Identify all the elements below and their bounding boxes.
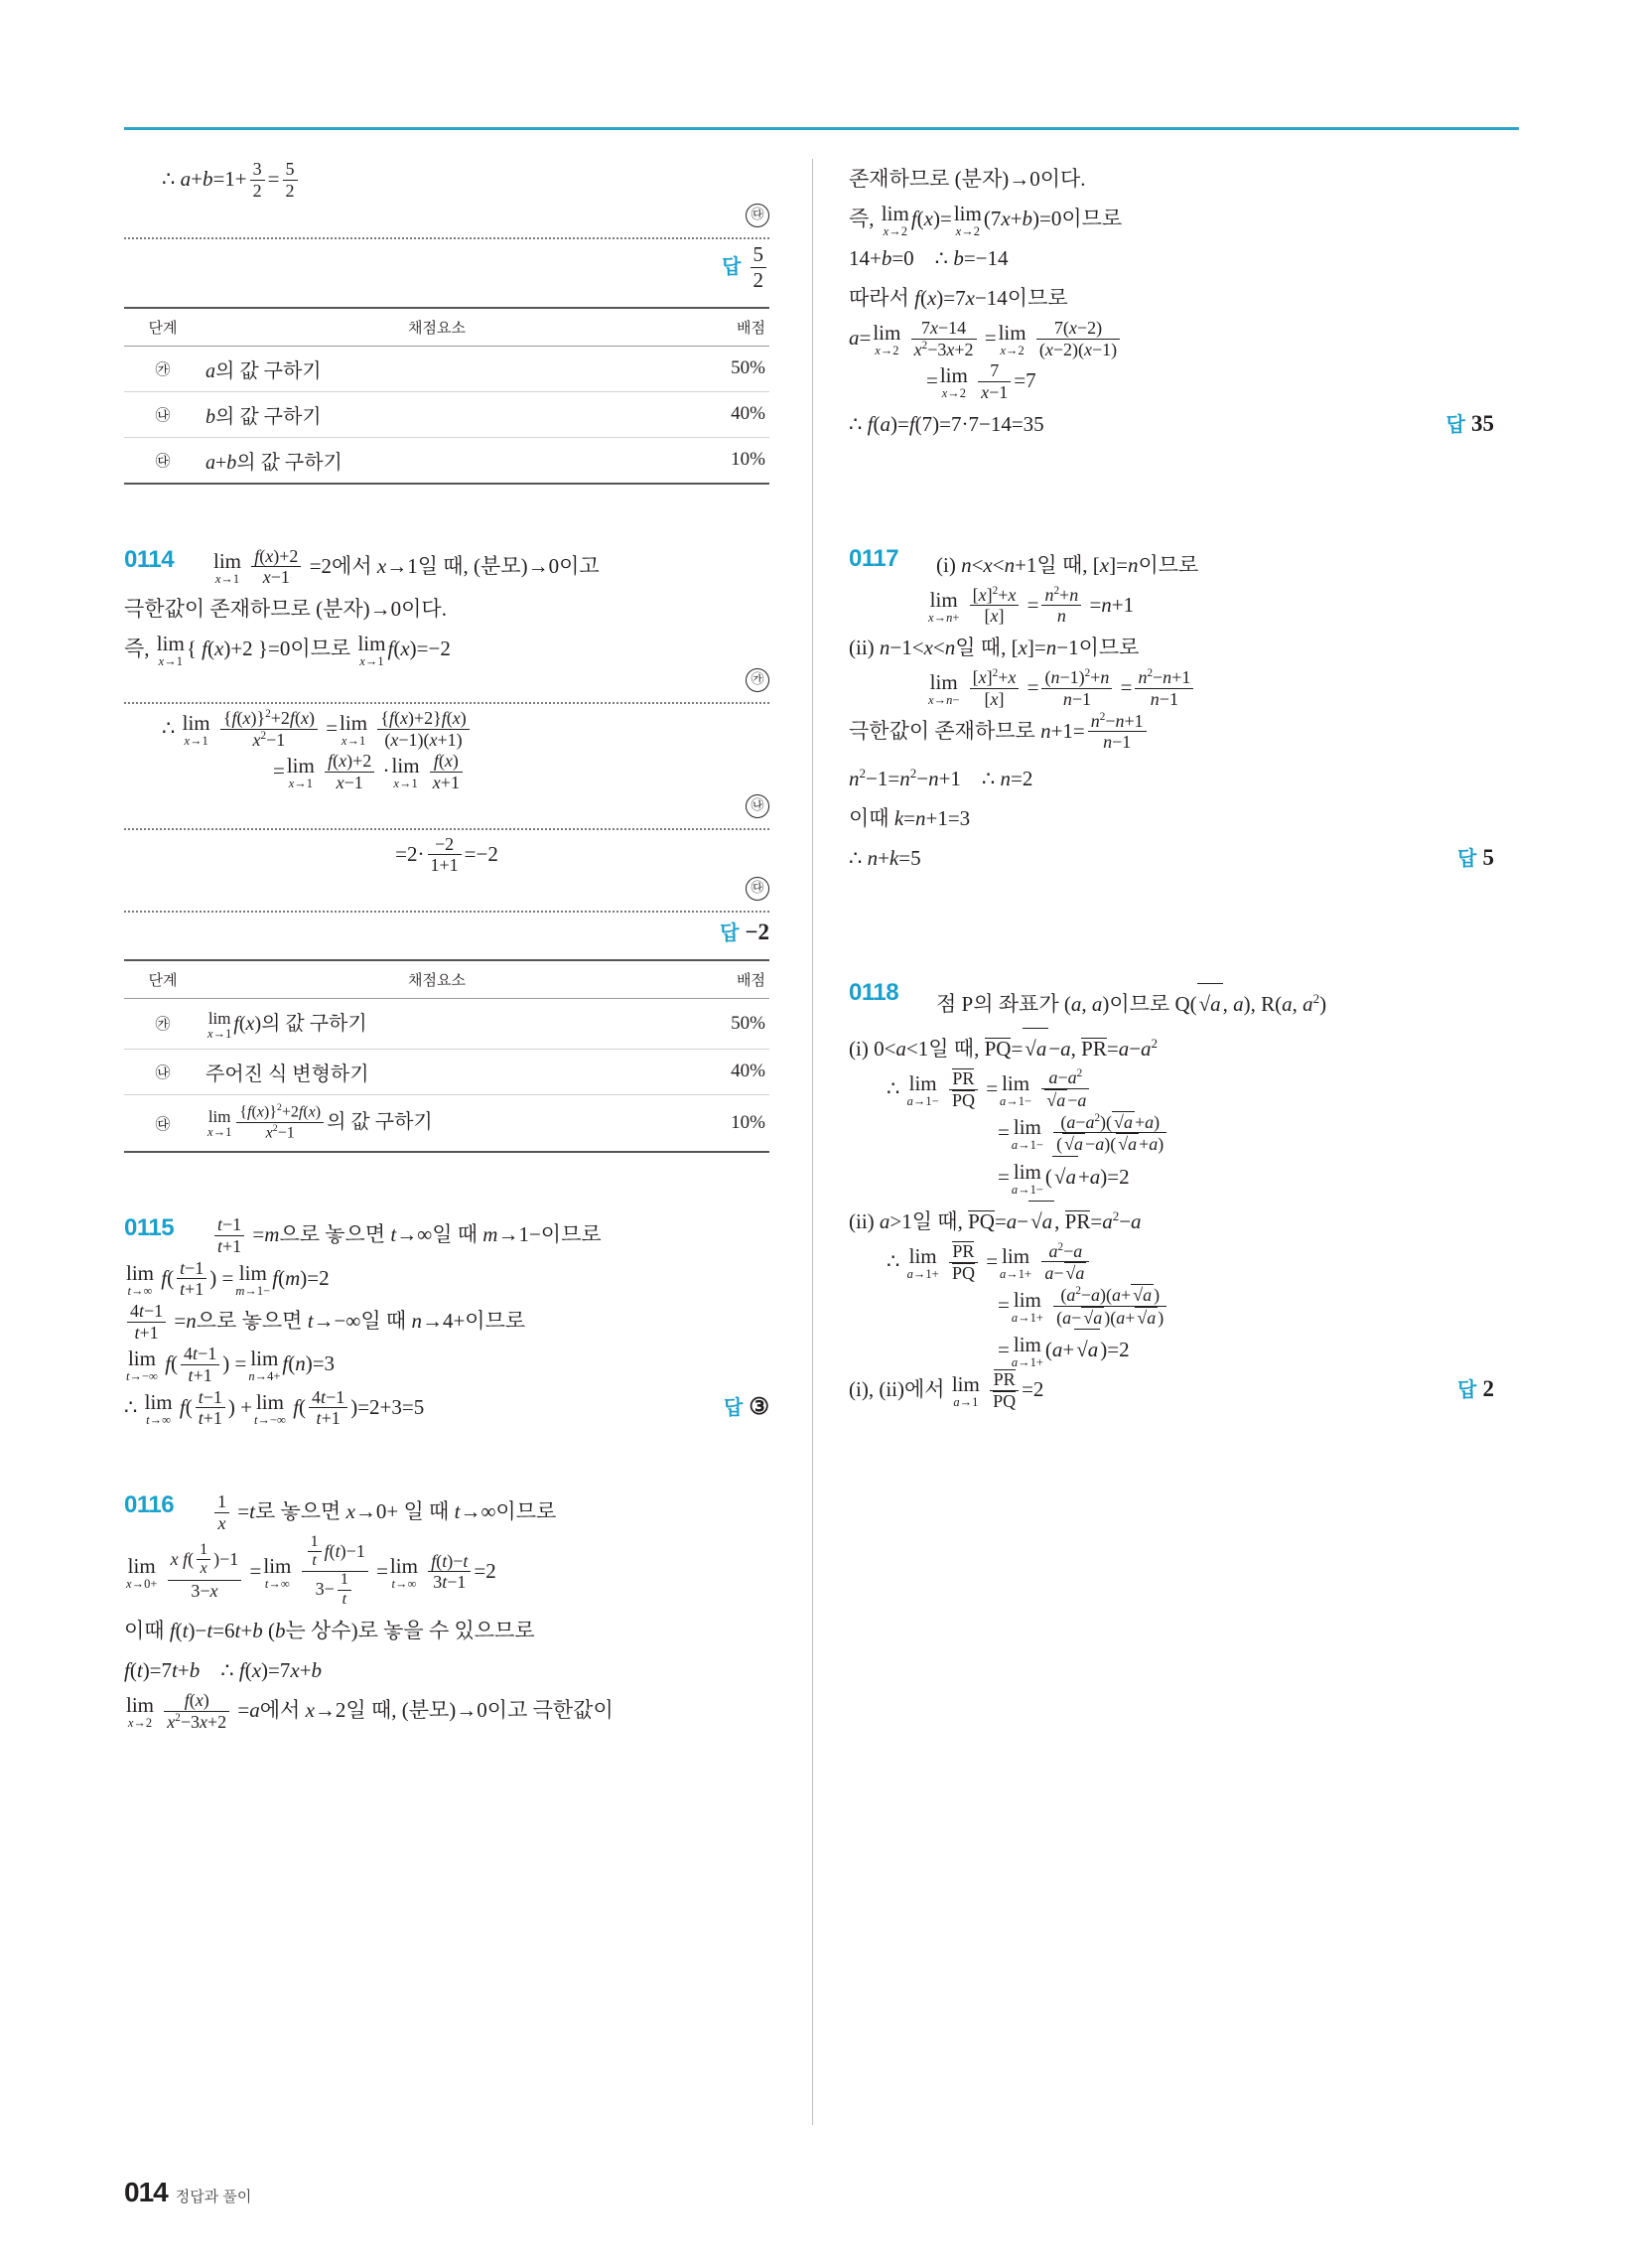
- q117-line-1: (i) n<x<n+1일 때, [x]=n이므로: [936, 552, 1199, 577]
- rubric-points: 40%: [672, 1049, 769, 1094]
- rubric-criteria: 주어진 식 변형하기: [202, 1049, 672, 1094]
- right-column: [849, 159, 1494, 1413]
- q115-line-3: $\frac{4t-1}{t+1}$ =n으로 놓으면 t→−∞일 때 n→4+이므로: [124, 1301, 769, 1344]
- q115-line-4: lim t→−∞ f( $\frac{4t-1}{t+1}$ ) = lim n→4+ f(n)=3: [126, 1344, 336, 1386]
- q115-block: [124, 1214, 769, 1257]
- rubric-points: 10%: [672, 437, 769, 484]
- rubric-criteria: lim x→1 $\frac{\{f(x)\}^2+2f(x)}{x^2-1}$ 의 값 구하기: [202, 1094, 672, 1152]
- q117-line-6: $n^2-1=n^2-n+1$ ∴ n=2: [849, 765, 1033, 790]
- table-row: [124, 346, 769, 391]
- q114-line-3: 즉, lim x→1 { f(x)+2 }=0이므로 lim x→1 f(x)=−2: [124, 631, 451, 668]
- q117-answer-value: 5: [1482, 844, 1494, 870]
- question-number-0118: 0118: [849, 978, 899, 1006]
- dotted-rule: [124, 237, 769, 239]
- q116-line-4: f(t)=7t+b ∴ f(x)=7x+b: [124, 1658, 323, 1683]
- q117-line-8: ∴ n+k=5 답 5: [849, 844, 1494, 870]
- q118-line-2: (i) 0<a<1일 때, PQ=√a−a, $PR=a-a^2$: [849, 1024, 1494, 1068]
- question-number-0116: 0116: [124, 1491, 175, 1519]
- q114-line-1: lim x→1 $\frac{f(x)+2}{x-1}$ =2에서 x→1일 때, (분모)→0이고: [213, 545, 600, 588]
- table-row: [124, 1094, 769, 1152]
- q115-answer-label: 답: [724, 1396, 744, 1419]
- rubric-criteria: a의 값 구하기: [202, 346, 672, 391]
- rubric-step: ㉮: [124, 346, 202, 391]
- table-row: [124, 999, 769, 1050]
- q118-line-7: ∴ lim a→1+ $\frac{PR}{PQ}$ = lim a→1+ $\frac{a^2-a}{a- √a}$: [849, 1241, 1494, 1285]
- q116-cont-6: = lim x→2 $\frac{7}{x-1}$ =7: [926, 360, 1036, 403]
- q114-rubric-table: [124, 959, 769, 1153]
- q116-answer-label: 답: [1445, 413, 1465, 436]
- q117-line-5: 극한값이 존재하므로 n+1= $\frac{n^2-n+1}{n-1}$: [849, 711, 1494, 754]
- q113-conclusion: ∴ a+b=1+ $\frac{3}{2}$ = $\frac{5}{2}$: [124, 159, 769, 202]
- rubric-criteria: a+b의 값 구하기: [202, 437, 672, 484]
- dotted-rule: [124, 702, 769, 704]
- table-row: [124, 391, 769, 437]
- q118-block: [849, 979, 1494, 1024]
- rubric-criteria: lim x→1 f(x)의 값 구하기: [202, 999, 672, 1050]
- q116-block: [124, 1491, 769, 1534]
- q116-line-1: $\frac{1}{x}$ =t로 놓으면 x→0+ 일 때 t→∞이므로: [211, 1491, 769, 1534]
- column-divider: [812, 159, 813, 2125]
- q114-block: [124, 546, 769, 589]
- q118-line-10: (i), (ii)에서 lim a→1 $\frac{PR}{PQ}$ =2 답 2: [849, 1369, 1494, 1412]
- rubric-points: 50%: [672, 346, 769, 391]
- header-rule: [124, 127, 1519, 130]
- rubric-points: 10%: [672, 1094, 769, 1152]
- left-column: [124, 159, 769, 1733]
- rubric-step: ㉯: [124, 391, 202, 437]
- q117-answer-label: 답: [1457, 847, 1477, 870]
- q118-line-6: (ii) a>1일 때, PQ=a−√a, $PR=a^2-a$: [849, 1197, 1494, 1241]
- q117-line-7: 이때 k=n+1=3: [849, 805, 971, 830]
- q117-block: [849, 545, 1494, 585]
- q116-cont-7: ∴ f(a)=f(7)=7·7−14=35 답 35: [849, 410, 1494, 436]
- q116-cont-5: a= lim x→2 $\frac{7x-14}{x^2-3x+2}$ = lim x→2 $\frac{7(x-2)}{(x-2)(x-1)}$: [849, 318, 1494, 360]
- q114-final: =2· $\frac{-2}{1+1}$ =−2: [395, 833, 498, 876]
- q114-answer: 답 −2: [720, 920, 769, 945]
- q115-line-5: ∴ lim t→∞ f( $\frac{t-1}{t+1}$ ) + lim t→−∞ f( $\frac{4t-1}{t+1}$ )=2+3=5 답 ③: [124, 1386, 769, 1429]
- q118-line-3: ∴ lim a→1− $\frac{PR}{PQ}$ = lim a→1− $\frac{a-a^2}{√a -a}$: [849, 1068, 1494, 1112]
- q117-line-3: (ii) n−1<x<n일 때, [x]=n−1이므로: [849, 636, 1140, 660]
- q118-answer-label: 답: [1457, 1379, 1477, 1402]
- page-number: 014: [124, 2177, 168, 2207]
- q116-line-2: lim x→0+ x f( $\frac{1}{x}$ )−1 3−x = lim t→∞ $\frac{1}{t}$ f(t)−1 3− $\frac{1}{t}$ = lim t→∞ $\frac{f(t)-t}{3t-1}$ =2: [126, 1532, 496, 1608]
- dotted-rule: [124, 828, 769, 830]
- rubric-header-points: 배점: [672, 308, 769, 347]
- q113-rubric-table: [124, 307, 769, 485]
- rubric-header-points: 배점: [672, 960, 769, 999]
- rubric-step: ㉰: [124, 1094, 202, 1152]
- q116-cont-2: 즉, lim x→2 f(x)= lim x→2 (7x+b)=0이므로: [849, 201, 1123, 238]
- q117-line-2: lim x→n+ $\frac{[x]^2+x}{[x]}$ = $\frac{n^2+n}{n}$ =n+1: [928, 584, 1135, 627]
- q117-line-4: lim x→n− $\frac{[x]^2+x}{[x]}$ = $\frac{(n-1)^2+n}{n-1}$ = $\frac{n^2-n+1}{n-1}$: [849, 667, 1494, 710]
- table-row: [124, 1049, 769, 1094]
- step-tag: ㉯: [124, 794, 769, 818]
- q115-line-1: $\frac{t-1}{t+1}$ =m으로 놓으면 t→∞일 때 m→1−이므로: [211, 1214, 769, 1257]
- q116-cont-4: 따라서 f(x)=7x−14이므로: [849, 286, 1068, 310]
- rubric-criteria: b의 값 구하기: [202, 391, 672, 437]
- q115-line-2: lim t→∞ f( $\frac{t-1}{t+1}$ ) = lim m→1− f(m)=2: [126, 1257, 330, 1300]
- q116-answer-value: 35: [1471, 410, 1494, 436]
- q116-cont-1: 존재하므로 (분자)→0이다.: [849, 167, 1086, 191]
- page-footer: [124, 2177, 251, 2208]
- rubric-points: 50%: [672, 999, 769, 1050]
- q115-answer-value: ③: [749, 1393, 769, 1419]
- q118-line-1: 점 P의 좌표가 (a, a)이므로 Q(√a, a), R(a, $a^2$): [936, 979, 1494, 1024]
- rubric-header-step: 단계: [124, 960, 202, 999]
- rubric-points: 40%: [672, 391, 769, 437]
- step-tag: ㉮: [124, 668, 769, 692]
- q118-line-8: = lim a→1+ $\frac{(a^2-a)(a+ √a )}{(a- √a )(a+ √a )}$: [849, 1285, 1494, 1329]
- q118-line-5: = lim a→1− (√a+a)=2: [849, 1156, 1494, 1197]
- q118-answer-value: 2: [1482, 1376, 1494, 1402]
- rubric-step: ㉮: [124, 999, 202, 1050]
- footer-label: 정답과 풀이: [175, 2189, 252, 2205]
- q114-mid-2: = lim x→1 $\frac{f(x)+2}{x-1}$ · lim x→1 $\frac{f(x)}{x+1}$: [124, 751, 769, 793]
- q118-line-9: = lim a→1+ (a+√a)=2: [849, 1329, 1494, 1369]
- question-number-0117: 0117: [849, 544, 899, 572]
- question-number-0115: 0115: [124, 1214, 175, 1242]
- q116-cont-3: 14+b=0 ∴ b=−14: [849, 246, 1009, 270]
- q116-line-3: 이때 f(t)−t=6t+b (b는 상수)로 놓을 수 있으므로: [124, 1619, 535, 1643]
- rubric-header-criteria: 채점요소: [202, 308, 672, 347]
- q113-answer: 답 $\frac{5}{2}$: [124, 243, 769, 292]
- q116-line-5: lim x→2 $\frac{f(x)}{x^2-3x+2}$ =a에서 x→2일 때, (분모)→0이고 극한값이: [126, 1690, 614, 1732]
- dotted-rule: [124, 911, 769, 913]
- q114-line-2: 극한값이 존재하므로 (분자)→0이다.: [124, 597, 447, 622]
- table-row: [124, 437, 769, 484]
- step-tag: ㉰: [124, 877, 769, 901]
- q118-line-4: = lim a→1− $\frac{(a-a^2)( √a +a)}{( √a -a)( √a +a)}$: [849, 1112, 1494, 1156]
- rubric-step: ㉰: [124, 437, 202, 484]
- q114-mid-1: ∴ lim x→1 $\frac{\{f(x)\}^2+2f(x)}{x^2-1}$ = lim x→1 $\frac{\{f(x)+2\}f(x)}{(x-1)(x+1)}$: [124, 708, 769, 751]
- rubric-header-criteria: 채점요소: [202, 960, 672, 999]
- rubric-step: ㉯: [124, 1049, 202, 1094]
- rubric-header-step: 단계: [124, 308, 202, 347]
- question-number-0114: 0114: [124, 545, 175, 573]
- step-tag: ㉰: [124, 204, 769, 227]
